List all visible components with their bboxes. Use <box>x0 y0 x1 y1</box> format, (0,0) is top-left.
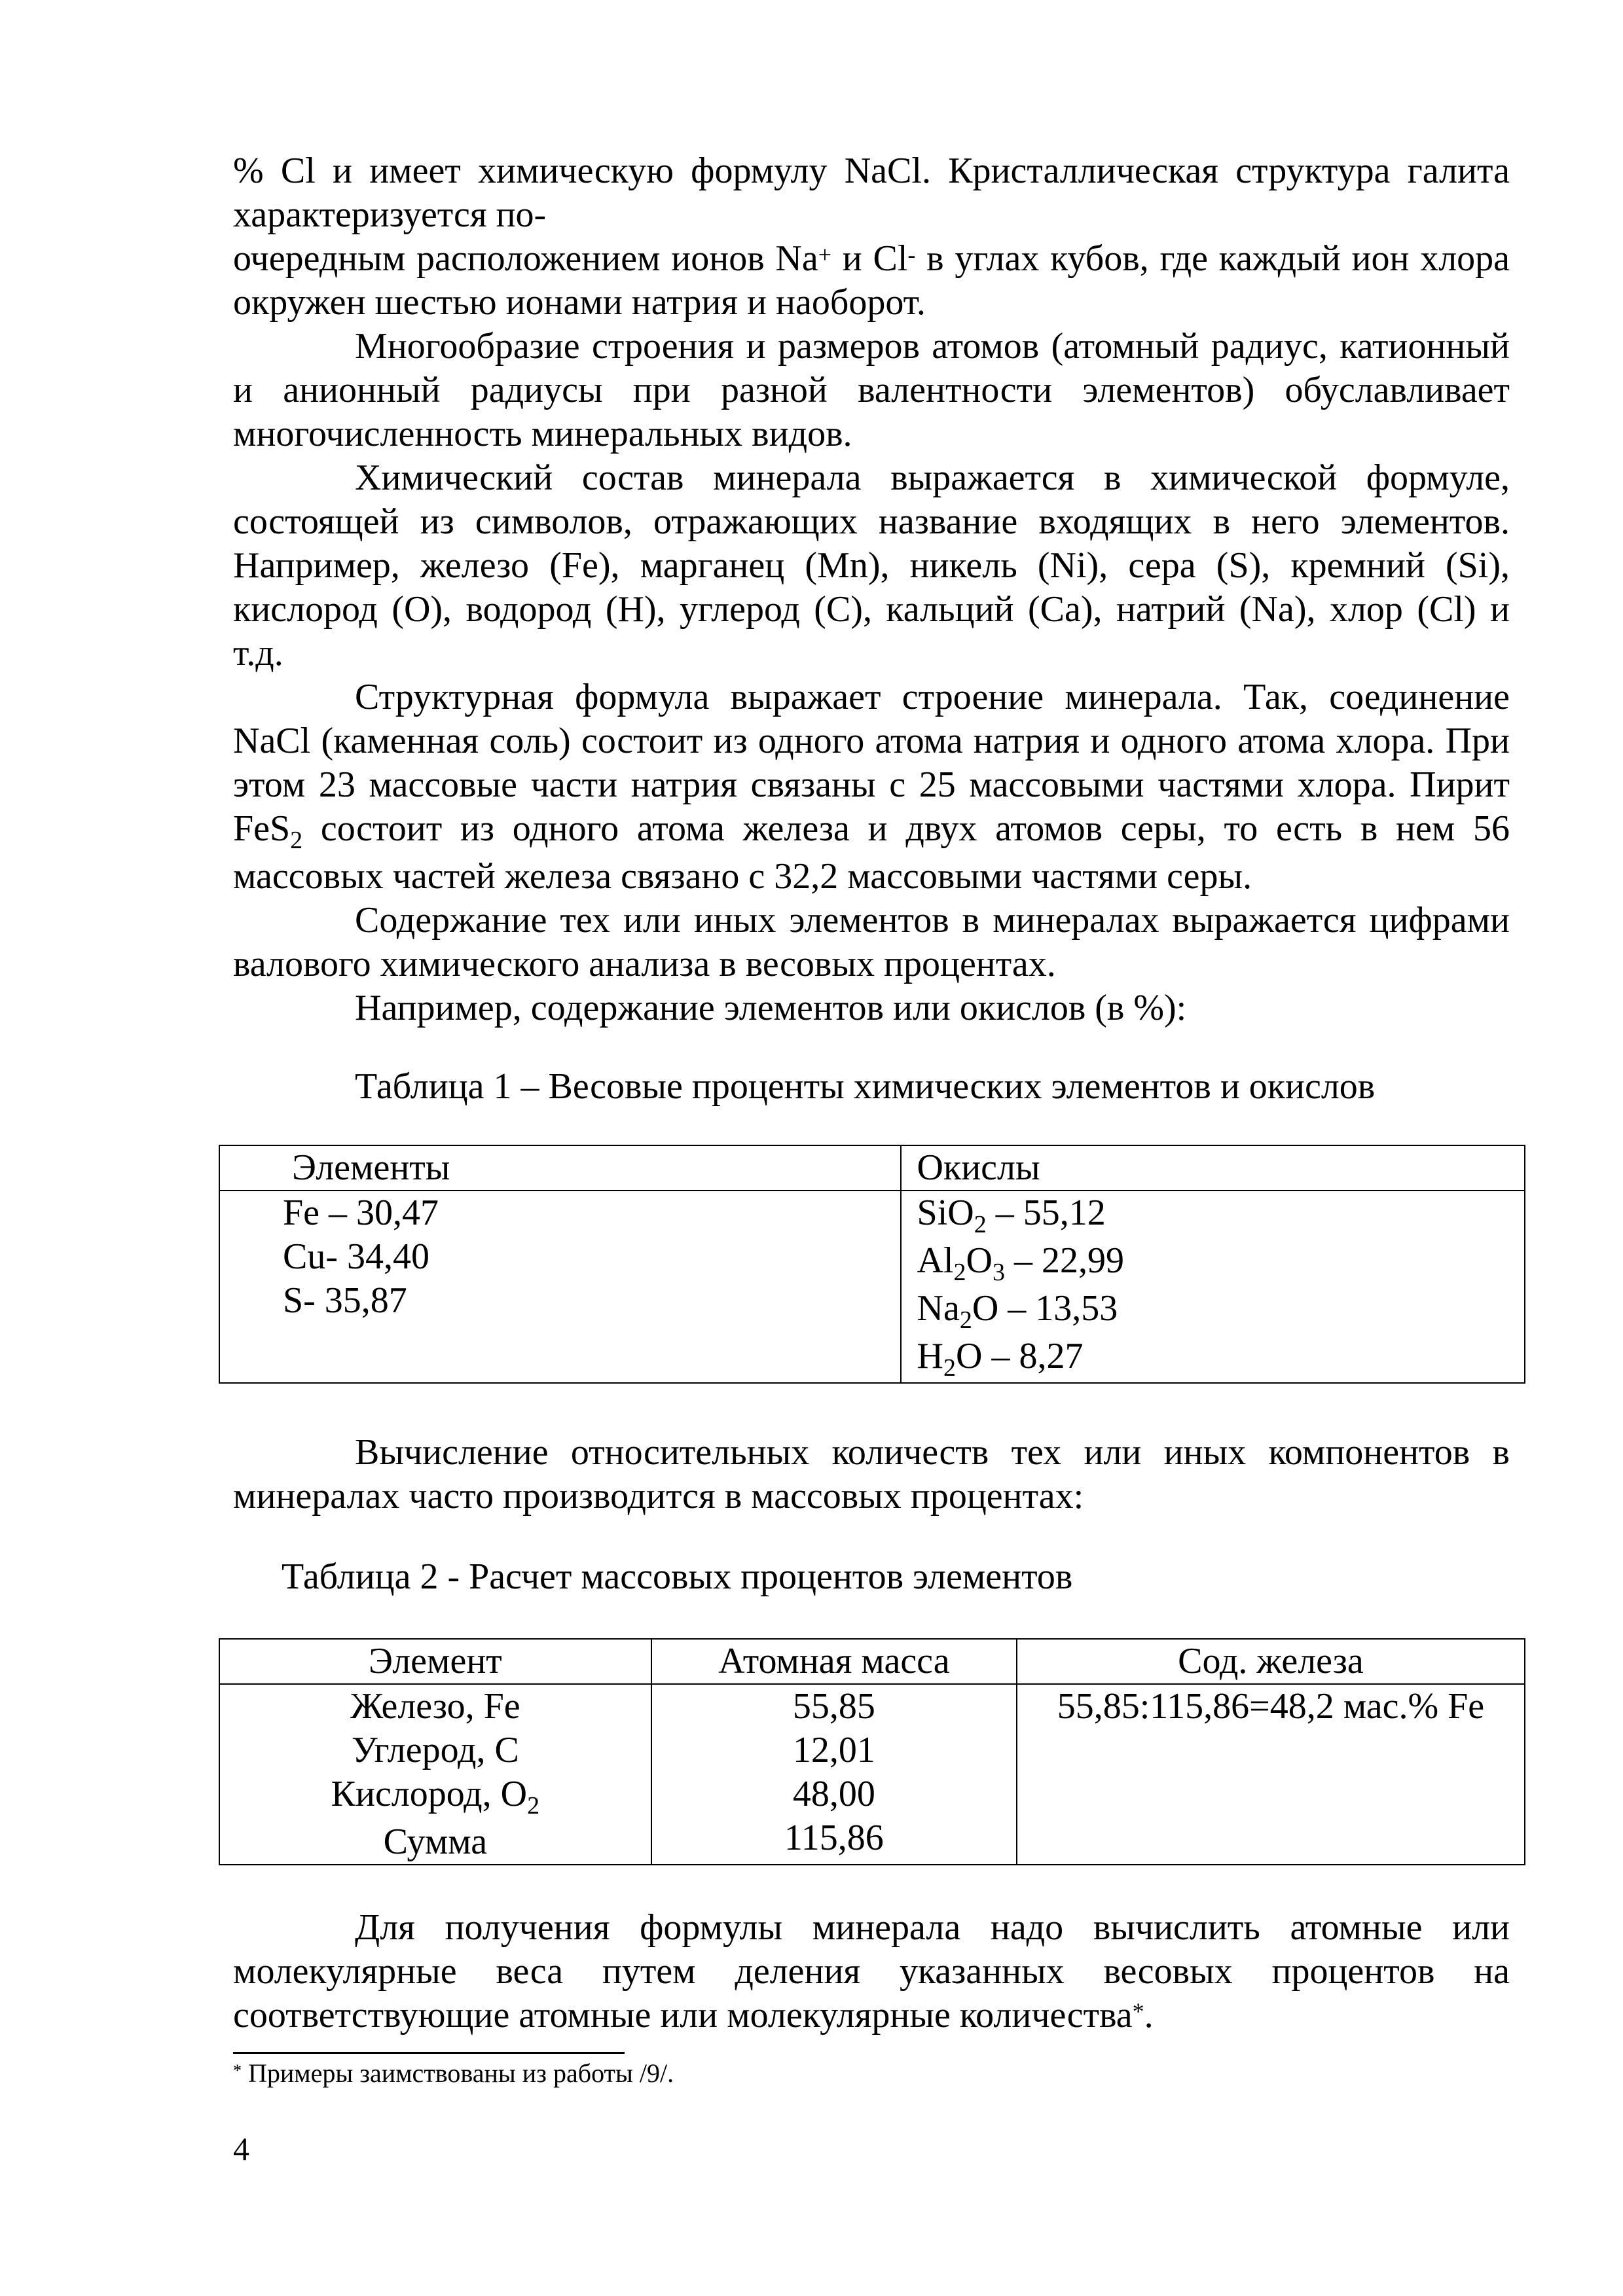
paragraph-1-text: и Cl <box>831 238 908 279</box>
table-header-cell: Атомная масса <box>651 1639 1017 1684</box>
element-name: Кислород, $O_2$ <box>331 1774 540 1820</box>
paragraph-8-text: Для получения формулы минерала надо вычислить атомные или молекулярные веса путем деления указанных весовых процентов на соответствующие атомные или молекулярные количества <box>233 1907 1510 2036</box>
table-1 <box>219 1145 1525 1384</box>
paragraph-4-text: состоит из одного атома железа и двух атомов серы, то есть в нем 56 массовых частей железа связано с 32,2 массовыми частями серы. <box>233 808 1510 897</box>
element-value: Fe – 30,47 <box>283 1193 439 1233</box>
page-number: 4 <box>233 2130 249 2167</box>
oxide-value: $H_2O - 8,27$ <box>917 1336 1084 1382</box>
atomic-mass-cell <box>651 1684 1017 1865</box>
paragraph-6: Например, содержание элементов или окислов (в %): <box>355 988 1187 1028</box>
table-row <box>219 1639 1525 1684</box>
element-name: Железо, Fe <box>350 1686 520 1727</box>
atomic-mass-value: 55,85 <box>792 1686 875 1727</box>
paragraph-1-text: очередным расположением ионов Na <box>233 238 818 279</box>
footnote-marker: * <box>1132 1998 1144 2024</box>
paragraph-3: Химический состав минерала выражается в химической формуле, состоящей из символов, отражающих название входящих в него элементов. Например, железо (Fe), марганец (Mn), никель (Ni), сера (S), кремний (Si), кислород (O), водород (H), углерод (C), кальций (Ca), натрий (Na), хлор (Cl) и т.д. <box>233 457 1510 673</box>
element-names-cell <box>219 1684 651 1865</box>
paragraph-1-text: в углах кубов, где каждый ион хлора окружен шестью ионами натрия и наоборот. <box>233 238 1510 323</box>
paragraph-2: Многообразие строения и размеров атомов (атомный радиус, катионный и анионный радиусы при разной валентности элементов) обуславливает многочисленность минеральных видов. <box>233 326 1510 454</box>
atomic-mass-value: 115,86 <box>784 1818 884 1858</box>
paragraph-4-text: Структурная формула выражает строение минерала. Так, соединение NaCl (каменная соль) состоит из одного атома натрия и одного атома хлора. При этом 23 массовые части натрия связаны с 25 массовыми частями хлора. Пирит FeS <box>233 677 1510 849</box>
element-value: S- 35,87 <box>283 1280 407 1321</box>
document-page <box>233 149 1510 2168</box>
table-header-cell: Элементы <box>219 1145 901 1191</box>
paragraph-5: Содержание тех или иных элементов в минералах выражается цифрами валового химического анализа в весовых процентах. <box>233 900 1510 984</box>
element-name: Сумма <box>383 1821 488 1862</box>
paragraph-1-line-a: % Cl и имеет химическую формулу NaCl. Кристаллическая структура галита характеризуется по- <box>233 151 1510 235</box>
paragraph-7: Вычисление относительных количеств тех или иных компонентов в минералах часто производится в массовых процентах: <box>233 1432 1510 1516</box>
element-name: Углерод, C <box>351 1730 519 1770</box>
table-2-caption: Таблица 2 - Расчет массовых процентов элементов <box>282 1556 1073 1597</box>
element-value: Cu- 34,40 <box>283 1236 429 1277</box>
oxide-value: $Na_2O - 13,53$ <box>917 1288 1118 1334</box>
cl-ion-charge: - <box>907 242 916 268</box>
atomic-mass-value: 48,00 <box>792 1774 875 1814</box>
table-row <box>219 1191 1525 1383</box>
atomic-mass-value: 12,01 <box>792 1730 875 1770</box>
oxide-value: $Al_2O_3 - 22,99$ <box>917 1240 1124 1286</box>
paragraph-1 <box>233 149 1510 325</box>
iron-content-value: 55,85:115,86=48,2 мас.% Fe <box>1057 1686 1485 1727</box>
footnote-separator <box>233 2052 625 2054</box>
paragraph-4 <box>233 675 1510 899</box>
elements-cell <box>219 1191 901 1383</box>
iron-content-cell <box>1017 1684 1525 1865</box>
footnote <box>233 2056 1510 2090</box>
fes2-subscript: 2 <box>290 827 303 854</box>
footnote-text: Примеры заимствованы из работы /9/. <box>242 2058 674 2088</box>
table-1-caption: Таблица 1 – Весовые проценты химических элементов и окислов <box>355 1066 1376 1107</box>
paragraph-8: Для получения формулы минерала надо вычислить атомные или молекулярные веса путем деления указанных весовых процентов на соответствующие атомные или молекулярные количества*. <box>233 1907 1510 2036</box>
table-row <box>219 1145 1525 1191</box>
table-2 <box>219 1638 1525 1865</box>
oxides-cell <box>901 1191 1525 1383</box>
oxide-value: SiO$_2$ – 55,12 <box>917 1193 1106 1238</box>
table-row <box>219 1684 1525 1865</box>
footnote-marker: * <box>233 2061 242 2080</box>
na-ion-charge: + <box>818 242 832 268</box>
table-header-cell: Элемент <box>219 1639 651 1684</box>
table-header-cell: Окислы <box>901 1145 1525 1191</box>
table-header-cell: Сод. железа <box>1017 1639 1525 1684</box>
